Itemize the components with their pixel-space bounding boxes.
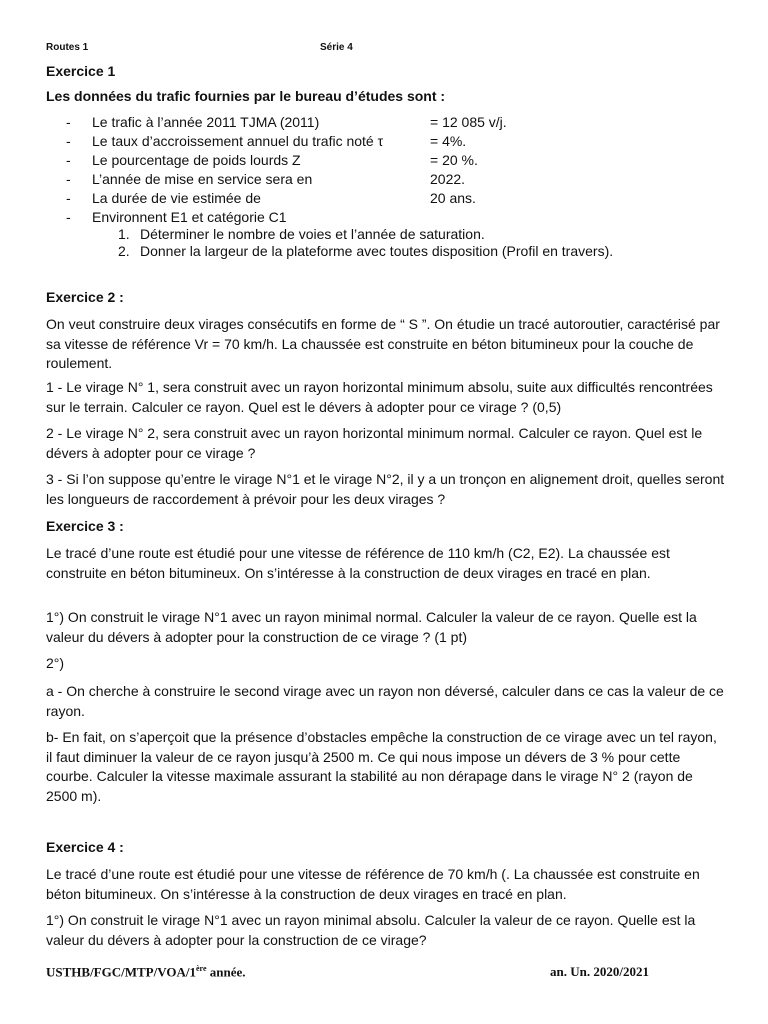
footer-prefix: USTHB/FGC/MTP/VOA/1 [46,964,196,980]
list-dash: - [66,133,71,149]
list-item-value: 2022. [430,171,466,187]
exercise-1-intro: Les données du trafic fournies par le bureau d’études sont : [46,88,446,104]
footer-academic-year: an. Un. 2020/2021 [550,964,649,979]
header-series: Série 4 [320,42,353,53]
question-number: 2. [118,243,130,259]
exercise-2-question-1: 1 - Le virage N° 1, sera construit avec un rayon horizontal minimum absolu, suite aux difficultés rencontrées sur le terrain. Calculer ce rayon. Quel est le dévers à adopter pour ce virage ? (0,5) [46,379,713,415]
exercise-2-question-2: 2 - Le virage N° 2, sera construit avec un rayon horizontal minimum normal. Calculer ce rayon. Quel est le dévers à adopter pour ce virage ? [46,425,703,461]
footer-suffix: année. [206,964,246,980]
exercise-3-question-2b: b- En fait, on s’aperçoit que la présence d’obstacles empêche la construction de ce virage avec un tel rayon, il faut diminuer la valeur de ce rayon jusqu’à 2500 m. Ce qui nous impose un dévers de 3 % pour cette courbe. Calculer la vitesse maximale assurant la stabilité au non dérapage dans le virage N° 2 (rayon de 2500 m). [46,729,717,804]
list-item-value: 20 ans. [430,190,476,206]
exercise-4-statement: Le tracé d’une route est étudié pour une vitesse de référence de 70 km/h (. La chaussée est construite en béton bitumineux. On s’intéresse à la construction de deux virages en tracé en plan. [46,866,700,902]
list-dash: - [66,152,71,168]
exercise-2-title: Exercice 2 : [46,289,124,305]
exercise-3-title: Exercice 3 : [46,518,124,534]
list-item-value: = 4%. [430,133,467,149]
list-item-value: = 20 %. [430,152,478,168]
exercise-3-question-1: 1°) On construit le virage N°1 avec un rayon minimal normal. Calculer la valeur de ce rayon. Quelle est la valeur du dévers à adopter pour la construction de ce virage ? (1 pt) [46,609,697,645]
footer-superscript: ère [195,964,207,973]
list-item-label: Environnent E1 et catégorie C1 [92,209,287,225]
exercise-4-title: Exercice 4 : [46,839,124,855]
question-text: Déterminer le nombre de voies et l’année de saturation. [140,226,485,242]
exercise-3-question-2a: a - On cherche à construire le second virage avec un rayon non déversé, calculer dans ce cas la valeur de ce rayon. [46,683,724,719]
exercise-2-question-3: 3 - Si l’on suppose qu’entre le virage N°1 et le virage N°2, il y a un tronçon en alignement droit, quelles seront les longueurs de raccordement à prévoir pour les deux virages ? [46,471,725,507]
list-item-label: Le taux d’accroissement annuel du trafic noté τ [92,133,384,149]
list-item-label: L’année de mise en service sera en [92,171,313,187]
question-number: 1. [118,226,130,242]
exercise-3-statement: Le tracé d’une route est étudié pour une vitesse de référence de 110 km/h (C2, E2). La chaussée est construite en béton bitumineux. On s’intéresse à la construction de deux virages en tracé en plan. [46,545,670,581]
exercise-2-statement: On veut construire deux virages consécutifs en forme de “ S ”. On étudie un tracé autoroutier, caractérisé par sa vitesse de référence Vr = 70 km/h. La chaussée est construite en béton bitumineux pour la couche de roulement. [46,316,720,371]
question-text: Donner la largeur de la plateforme avec toutes disposition (Profil en travers). [140,243,614,259]
list-dash: - [66,190,71,206]
footer-reference [46,964,246,980]
list-item-label: La durée de vie estimée de [92,190,261,206]
list-dash: - [66,209,71,225]
header-course: Routes 1 [46,42,89,53]
list-item-value: = 12 085 v/j. [430,114,507,130]
list-item-label: Le pourcentage de poids lourds Z [92,152,301,168]
exercise-4-question-1: 1°) On construit le virage N°1 avec un rayon minimal absolu. Calculer la valeur de ce rayon. Quelle est la valeur du dévers à adopter pour la construction de ce virage? [46,912,696,948]
exercise-3-question-2-label: 2°) [46,655,65,671]
list-dash: - [66,171,71,187]
list-item-label: Le trafic à l’année 2011 TJMA (2011) [92,114,320,130]
list-dash: - [66,114,71,130]
exercise-1-title: Exercice 1 [46,63,116,79]
